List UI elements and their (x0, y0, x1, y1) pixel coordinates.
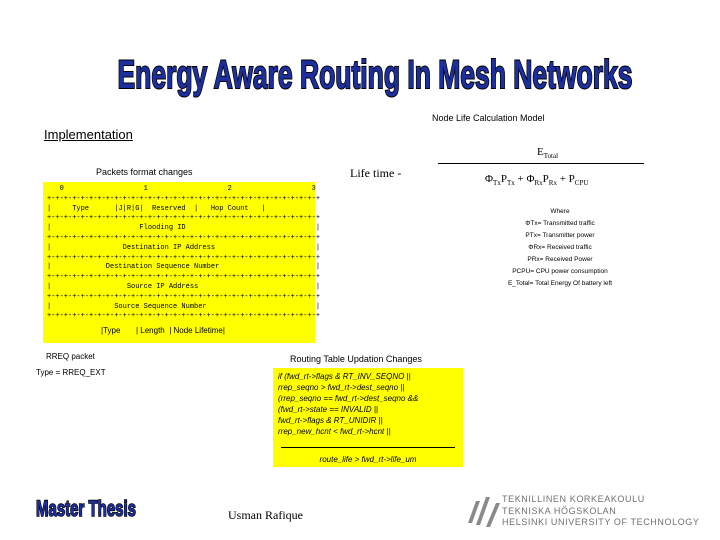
implementation-label: Implementation (44, 127, 133, 142)
packet-heading: Packets format changes (96, 167, 193, 177)
packet-line: +-+-+-+-+-+-+-+-+-+-+-+-+-+-+-+-+-+-+-+-+-+-+-+-+-+-+-+-+-+-+-+-+ (47, 234, 321, 242)
legend-line: PTx= Transmitter power (525, 232, 595, 239)
page-title (110, 40, 640, 100)
packet-line: +-+-+-+-+-+-+-+-+-+-+-+-+-+-+-+-+-+-+-+-+-+-+-+-+-+-+-+-+-+-+-+-+ (47, 253, 321, 262)
code-lines (278, 371, 418, 437)
route-life-line: route_life > fwd_rt->life_um (319, 455, 417, 464)
university-name (502, 494, 700, 529)
legend-line: PRx= Received Power (527, 256, 593, 263)
code-line: rrep_new_hcnt < fwd_rt->hcnt || (278, 427, 391, 436)
packet-line: +-+-+-+-+-+-+-+-+-+-+-+-+-+-+-+-+-+-+-+-+-+-+-+-+-+-+-+-+-+-+-+-+ (47, 194, 321, 203)
lifetime-label: Life time - (350, 166, 402, 180)
master-thesis-logo (33, 494, 139, 522)
university-line: HELSINKI UNIVERSITY OF TECHNOLOGY (502, 517, 700, 527)
packet-line: | Flooding ID | (47, 224, 321, 233)
routing-code-box (273, 368, 463, 467)
subtitle: Node Life Calculation Model (432, 113, 545, 123)
code-line: (fwd_rt->state == INVALID || (278, 405, 378, 414)
author-name: Usman Rafique (228, 508, 303, 522)
code-divider (281, 447, 455, 448)
logo-text: Master Thesis (36, 496, 136, 521)
university-line: TEKNILLINEN KORKEAKOULU (502, 494, 645, 504)
packet-line: +-+-+-+-+-+-+-+-+-+-+-+-+-+-+-+-+-+-+-+-+-+-+-+-+-+-+-+-+-+-+-+-+ (47, 214, 321, 223)
legend-line: E_Total= Total Energy Of battery left (507, 280, 613, 287)
packet-line: | Destination Sequence Number | (47, 263, 321, 272)
title-text: Energy Aware Routing In Mesh Networks (117, 53, 633, 97)
packet-line: | Source IP Address | (47, 283, 321, 291)
packet-extension-box (43, 321, 315, 343)
university-emblem-icon (466, 493, 502, 533)
packet-format-box (43, 182, 321, 321)
routing-heading: Routing Table Updation Changes (290, 354, 422, 364)
rreq-type-label: Type = RREQ_EXT (36, 368, 106, 377)
legend-line: PCPU= CPU power consumption (512, 268, 608, 275)
legend-line: ΦRx= Received traffic (528, 244, 592, 251)
formula-fraction-line (438, 163, 644, 164)
packet-line: +-+-+-+-+-+-+-+-+-+-+-+-+-+-+-+-+-+-+-+-+-+-+-+-+-+-+-+-+-+-+-+-+ (47, 292, 321, 301)
formula-denominator: $\Phi_{Tx}P_{Tx} + \Phi_{Rx}P_{Rx} + P_{CPU}$ (485, 173, 589, 188)
packet-line: 0 1 2 3 (47, 185, 316, 193)
packet-line: | Type |J|R|G| Reserved | Hop Count | (47, 204, 266, 213)
code-line: fwd_rt->flags & RT_UNIDIR || (278, 416, 383, 425)
code-line: (rrep_seqno == fwd_rt->dest_seqno && (278, 394, 419, 403)
packet-line: +-+-+-+-+-+-+-+-+-+-+-+-+-+-+-+-+-+-+-+-+-+-+-+-+-+-+-+-+-+-+-+-+ (47, 312, 321, 321)
packet-line: +-+-+-+-+-+-+-+-+-+-+-+-+-+-+-+-+-+-+-+-+-+-+-+-+-+-+-+-+-+-+-+-+ (47, 273, 321, 282)
packet-extension-fields: |Type | Length | Node Lifetime| (101, 326, 225, 335)
code-line: if (fwd_rt->flags & RT_INV_SEQNO || (278, 372, 411, 381)
packet-line: | Source Sequence Number | (47, 302, 321, 311)
university-line: TEKNISKA HÖGSKOLAN (502, 505, 617, 516)
code-line: rrep_seqno > fwd_rt->dest_seqno || (278, 383, 405, 392)
legend-line: ΦTx= Transmitted traffic (525, 220, 595, 227)
formula-numerator: $E_{Total}$ (537, 146, 559, 161)
formula-legend (480, 206, 640, 290)
legend-line: Where (550, 208, 570, 215)
packet-line: | Destination IP Address | (47, 243, 321, 252)
rreq-packet-label: RREQ packet (46, 352, 95, 361)
